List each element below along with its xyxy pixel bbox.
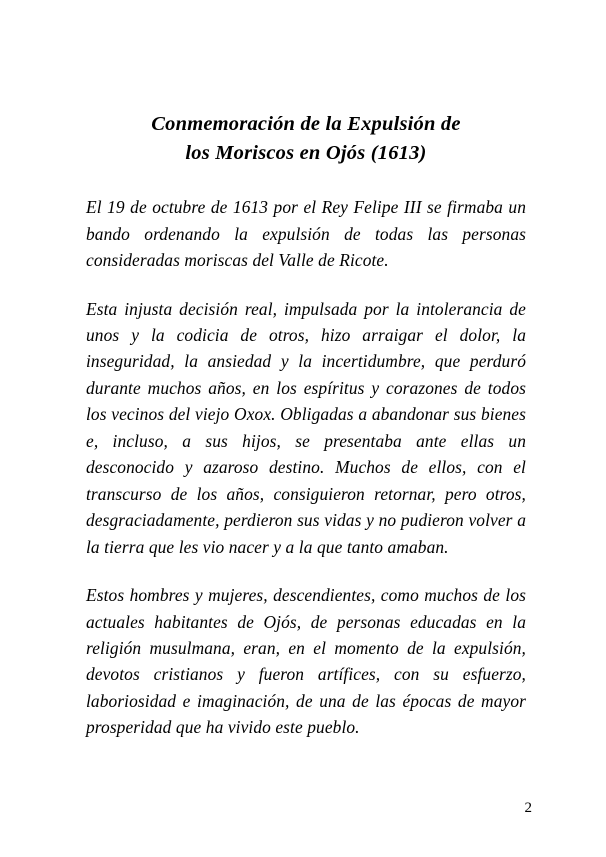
page-title	[86, 110, 526, 168]
page-title-line-2: los Moriscos en Ojós (1613)	[185, 142, 427, 165]
paragraph-1: El 19 de octubre de 1613 por el Rey Felipe III se firmaba un bando ordenando la expulsión de todas las personas consideradas moriscas del Valle de Ricote.	[86, 197, 526, 271]
document-body	[86, 110, 526, 741]
paragraph-3: Estos hombres y mujeres, descendientes, como muchos de los actuales habitantes de Ojós, de personas educadas en la religión musulmana, eran, en el momento de la expulsión, devotos cristianos y fueron artífices, con su esfuerzo, laboriosidad e imaginación, de una de las épocas de mayor prosperidad que ha vivido este pueblo.	[86, 585, 526, 738]
page-title-line-1: Conmemoración de la Expulsión de	[151, 113, 461, 135]
page-number: 2	[524, 800, 532, 816]
paragraph-2: Esta injusta decisión real, impulsada por la intolerancia de unos y la codicia de otros, hizo arraigar el dolor, la inseguridad, la ansiedad y la incertidumbre, que perduró durante muchos años, en los espíritus y corazones de todos los vecinos del viejo Oxox. Obligadas a abandonar sus bienes e, incluso, a sus hijos, se presentaba ante ellas un desconocido y azaroso destino. Muchos de ellos, con el transcurso de los años, consiguieron retornar, pero otros, desgraciadamente, perdieron sus vidas y no pudieron volver a la tierra que les vio nacer y a la que tanto amaban.	[86, 298, 526, 557]
